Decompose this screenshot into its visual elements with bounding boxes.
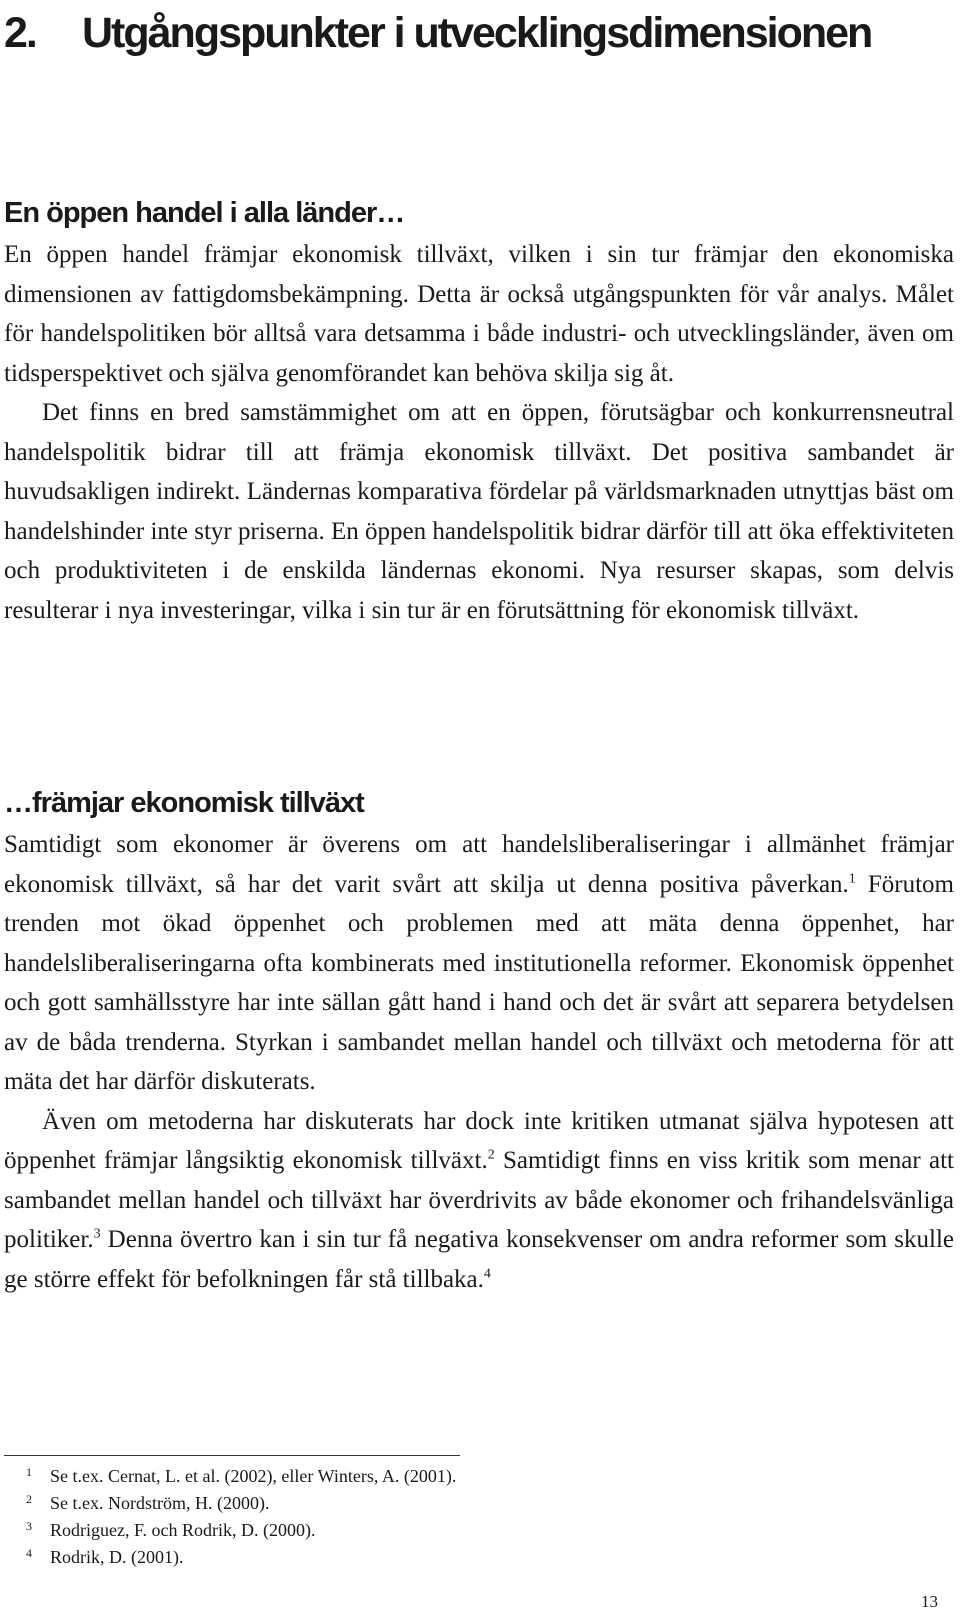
footnote: 3 Rodriguez, F. och Rodrik, D. (2000).: [26, 1519, 316, 1540]
chapter-title: Utgångspunkter i utvecklingsdimensionen: [82, 9, 872, 57]
footnote: 4 Rodrik, D. (2001).: [26, 1546, 184, 1567]
paragraph: En öppen handel främjar ekonomisk tillväxt, vilken i sin tur främjar den ekonomiska dimensionen av fattigdomsbekämpning. Detta är också utgångspunkten för vår analys. Målet för handelspolitiken bör alltså vara detsamma i både industri- och utvecklingsländer, även om tidsperspektivet och själva genomförandet kan behöva skilja sig åt.: [4, 241, 954, 387]
paragraph: Även om metoderna har diskuterats har dock inte kritiken utmanat själva hypotesen att öppenhet främjar långsiktig ekonomisk tillväxt.$^2$ Samtidigt finns en viss kritik som menar att sambandet mellan handel och tillväxt har överdrivits av både ekonomer och frihandelsvänliga politiker.$^3$ Denna övertro kan i sin tur få negativa konsekvenser om andra reformer som skulle ge större effekt för befolkningen får stå tillbaka.$^4$: [4, 1107, 954, 1293]
footnote-ref[interactable]: 4: [483, 1266, 491, 1282]
footnote-divider: [4, 1455, 460, 1456]
footnote-ref[interactable]: 1: [848, 871, 856, 887]
footnote: 2 Se t.ex. Nordström, H. (2000).: [26, 1492, 270, 1513]
section-body-growth: [4, 825, 954, 1299]
page-number: 13: [921, 1592, 938, 1611]
footnote: 1 Se t.ex. Cernat, L. et al. (2002), eller Winters, A. (2001).: [26, 1465, 457, 1486]
chapter-number: 2.: [4, 9, 36, 57]
footnotes: [4, 1463, 704, 1571]
paragraph: Samtidigt som ekonomer är överens om att handelsliberaliseringar i allmänhet främjar ekonomisk tillväxt, så har det varit svårt att skilja ut denna positiva påverkan.$^1$ Förutom trenden mot ökad öppenhet och problemen med att mäta denna öppenhet, har handelsliberaliseringarna ofta kombinerats med institutionella reformer. Ekonomisk öppenhet och gott samhällsstyre har inte sällan gått hand i hand och det är svårt att separera betydelsen av de båda trenderna. Styrkan i sambandet mellan handel och tillväxt och metoderna för att mäta det har därför diskuterats.: [4, 831, 954, 1095]
section-body-open-trade: [4, 235, 954, 630]
footnote-ref[interactable]: 3: [93, 1226, 101, 1242]
paragraph: Det finns en bred samstämmighet om att en öppen, förutsägbar och konkurrensneutral handelspolitik bidrar till att främja ekonomisk tillväxt. Det positiva sambandet är huvudsakligen indirekt. Ländernas komparativa fördelar på världsmarknaden utnyttjas bäst om handelshinder inte styr priserna. En öppen handelspolitik bidrar därför till att öka effektiviteten och produktiviteten i de enskilda ländernas ekonomi. Nya resurser skapas, som delvis resulterar i nya investeringar, vilka i sin tur är en förutsättning för ekonomisk tillväxt.: [4, 399, 954, 624]
footnote-ref[interactable]: 2: [487, 1147, 495, 1163]
section-heading-open-trade: En öppen handel i alla länder…: [4, 197, 405, 229]
section-heading-growth: …främjar ekonomisk tillväxt: [4, 787, 364, 819]
